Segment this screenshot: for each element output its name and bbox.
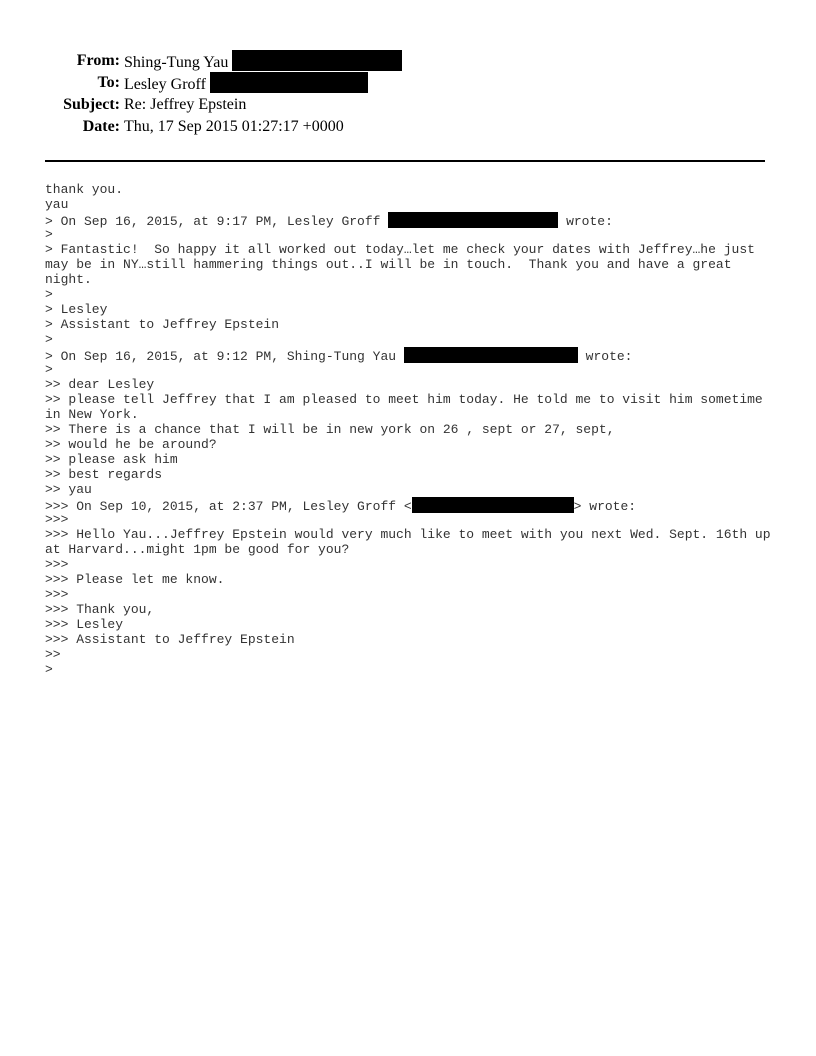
body-line: >>> Thank you, (45, 602, 155, 617)
body-line: >>> Assistant to Jeffrey Epstein (45, 632, 295, 647)
body-line: night. (45, 272, 92, 287)
redaction-box (232, 50, 402, 71)
body-line: yau (45, 197, 69, 212)
quote-header-text: > On Sep 16, 2015, at 9:17 PM, Lesley Groff (45, 214, 389, 229)
body-line: >> There is a chance that I will be in new york on 26 , sept or 27, sept, (45, 422, 615, 437)
redaction-box (404, 347, 578, 363)
body-line (45, 347, 785, 362)
email-body (45, 182, 785, 677)
body-line: >> best regards (45, 467, 163, 482)
body-line: >>> (45, 512, 69, 527)
body-line: > (45, 662, 53, 677)
quote-header-suffix: wrote: (577, 349, 633, 364)
body-line: >> dear Lesley (45, 377, 155, 392)
body-line: > (45, 287, 53, 302)
header-divider (45, 160, 765, 162)
to-row (0, 72, 816, 94)
quote-header-text: > On Sep 16, 2015, at 9:12 PM, Shing-Tung Yau (45, 349, 404, 364)
body-line: >>> (45, 587, 69, 602)
body-line: > Fantastic! So happy it all worked out today…let me check your dates with Jeffrey…he just (45, 242, 755, 257)
date-label: Date: (82, 118, 120, 135)
body-line: >>> (45, 557, 69, 572)
to-name: Lesley Groff (124, 76, 206, 93)
body-line: > Assistant to Jeffrey Epstein (45, 317, 280, 332)
body-line: >> would he be around? (45, 437, 217, 452)
body-line: > (45, 332, 53, 347)
redaction-box (210, 72, 368, 93)
to-value (124, 72, 368, 96)
date-value: Thu, 17 Sep 2015 01:27:17 +0000 (124, 118, 344, 135)
subject-value: Re: Jeffrey Epstein (124, 96, 247, 113)
email-header (0, 50, 816, 138)
from-name: Shing-Tung Yau (124, 54, 229, 71)
date-row (0, 116, 816, 138)
body-line: >> (45, 647, 61, 662)
quote-header-text: >>> On Sep 10, 2015, at 2:37 PM, Lesley Groff < (45, 499, 412, 514)
body-line: at Harvard...might 1pm be good for you? (45, 542, 350, 557)
redaction-box (412, 497, 574, 513)
from-row (0, 50, 816, 72)
body-line: may be in NY…still hammering things out..I will be in touch. Thank you and have a great (45, 257, 732, 272)
from-label: From: (76, 52, 120, 69)
body-line: >> yau (45, 482, 92, 497)
body-line: > (45, 362, 53, 377)
body-line: thank you. (45, 182, 124, 197)
body-line (45, 497, 785, 512)
body-line: >> please ask him (45, 452, 178, 467)
body-line (45, 212, 785, 227)
body-line: in New York. (45, 407, 139, 422)
body-line: > Lesley (45, 302, 108, 317)
subject-label: Subject: (63, 96, 120, 113)
body-line: >>> Please let me know. (45, 572, 225, 587)
to-label: To: (97, 74, 120, 91)
redaction-box (388, 212, 558, 228)
quote-header-suffix: > wrote: (573, 499, 637, 514)
body-line: >> please tell Jeffrey that I am pleased to meet him today. He told me to visit him sometime (45, 392, 763, 407)
quote-header-suffix: wrote: (558, 214, 613, 229)
subject-row (0, 94, 816, 116)
body-line: >>> Lesley (45, 617, 124, 632)
body-line: >>> Hello Yau...Jeffrey Epstein would very much like to meet with you next Wed. Sept. 16th up (45, 527, 771, 542)
from-value (124, 50, 402, 74)
body-line: > (45, 227, 53, 242)
